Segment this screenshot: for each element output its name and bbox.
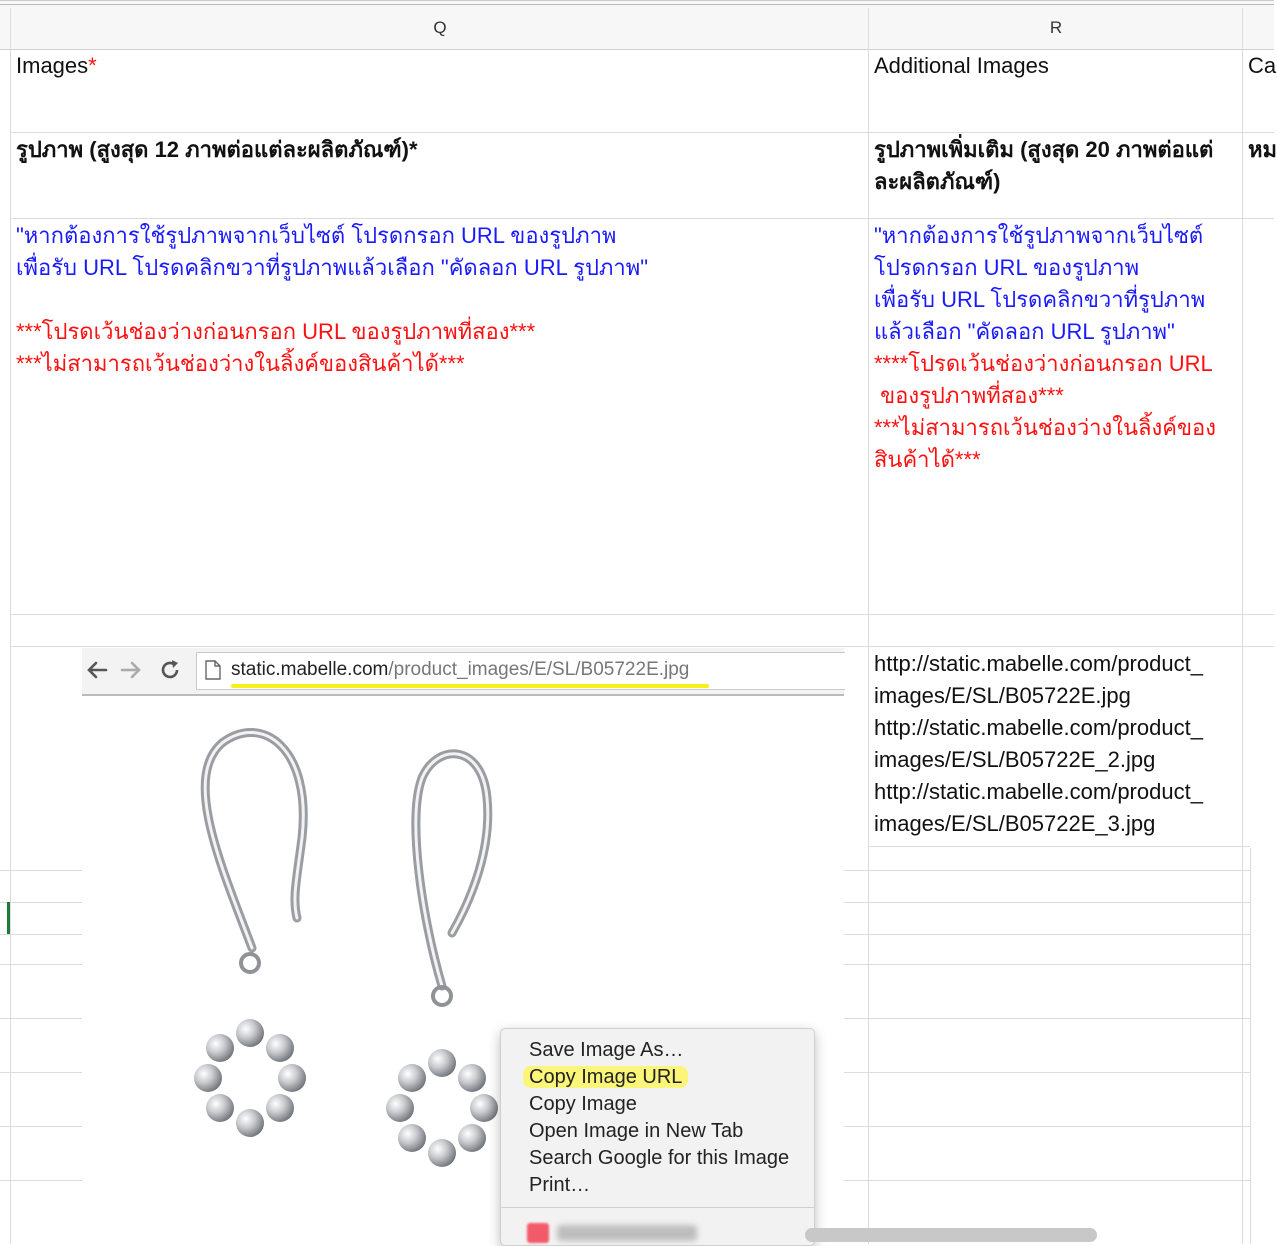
- url-line: http://static.mabelle.com/product_: [874, 715, 1203, 740]
- images-title: Images: [16, 53, 89, 78]
- browser-toolbar: [82, 648, 844, 696]
- cell-r-thai-title[interactable]: [874, 134, 1213, 198]
- top-border: [0, 4, 1274, 5]
- horizontal-scrollbar-thumb[interactable]: [805, 1228, 1097, 1242]
- instruction-line: แล้วเลือก "คัดลอก URL รูปภาพ": [874, 319, 1175, 344]
- instruction-line: เพื่อรับ URL โปรดคลิกขวาที่รูปภาพ: [874, 287, 1206, 312]
- cell-s-thai-partial[interactable]: หม: [1248, 137, 1277, 162]
- grid-hline: [844, 964, 1250, 965]
- grid-vline: [1250, 848, 1251, 1244]
- grid-hline: [0, 870, 82, 871]
- reload-icon[interactable]: [158, 658, 182, 682]
- warning-line: ****โปรดเว้นช่องว่างก่อนกรอก URL: [874, 351, 1213, 376]
- grid-hline: [0, 1180, 82, 1181]
- warning-line: ***โปรดเว้นช่องว่างก่อนกรอก URL ของรูปภาพที่สอง***: [16, 319, 536, 344]
- grid-hline: [10, 614, 1274, 615]
- forward-arrow-icon[interactable]: [120, 660, 142, 680]
- warning-line: ของรูปภาพที่สอง***: [874, 383, 1064, 408]
- address-bar[interactable]: [196, 652, 845, 690]
- url-line: http://static.mabelle.com/product_: [874, 779, 1203, 804]
- warning-line: ***ไม่สามารถเว้นช่องว่างในลิ้งค์ของสินค้าได้***: [16, 351, 465, 376]
- required-mark: *: [88, 53, 97, 78]
- grid-hline: [0, 934, 82, 935]
- grid-hline: [0, 1072, 82, 1073]
- extension-icon[interactable]: [527, 1223, 549, 1243]
- grid-hline: [844, 1018, 1250, 1019]
- url-line: images/E/SL/B05722E.jpg: [874, 683, 1131, 708]
- blurred-menu-item[interactable]: [557, 1225, 697, 1241]
- instruction-line: "หากต้องการใช้รูปภาพจากเว็บไซต์ โปรดกรอก URL ของรูปภาพ: [16, 223, 617, 248]
- menu-item-print[interactable]: Print…: [529, 1174, 591, 1196]
- grid-hline: [844, 902, 1250, 903]
- cell-r-header[interactable]: Additional Images: [874, 53, 1049, 78]
- warning-line: ***ไม่สามารถเว้นช่องว่างในลิ้งค์ของ: [874, 415, 1216, 440]
- url-underline-highlight: [231, 684, 709, 688]
- grid-hline: [844, 934, 1250, 935]
- url-line: images/E/SL/B05722E_2.jpg: [874, 747, 1156, 772]
- url-line: http://static.mabelle.com/product_: [874, 651, 1203, 676]
- url-path: /product_images/E/SL/B05722E.jpg: [388, 659, 690, 680]
- grid-hline: [868, 846, 1250, 847]
- thai-title-line: ละผลิตภัณฑ์): [874, 169, 1001, 194]
- cell-r-instructions[interactable]: [874, 220, 1216, 476]
- grid-hline: [0, 1018, 82, 1019]
- cell-q-header[interactable]: [16, 50, 97, 82]
- grid-hline: [844, 870, 1250, 871]
- grid-hline: [0, 1126, 82, 1127]
- cell-q-instructions[interactable]: [16, 220, 648, 380]
- menu-item-highlight: Copy Image URL: [523, 1066, 688, 1088]
- cell-r-example-urls[interactable]: [874, 648, 1203, 840]
- cell-q-thai-title[interactable]: รูปภาพ (สูงสุด 12 ภาพต่อแต่ละผลิตภัณฑ์)*: [16, 137, 418, 162]
- grid-vline: [1242, 8, 1243, 1244]
- grid-hline: [0, 964, 82, 965]
- url-domain: static.mabelle.com: [231, 659, 389, 680]
- menu-item-save-image-as[interactable]: Save Image As…: [529, 1039, 684, 1061]
- grid-vline: [868, 8, 869, 1244]
- menu-divider: [501, 1207, 814, 1208]
- warning-line: สินค้าได้***: [874, 447, 981, 472]
- grid-hline: [10, 132, 1274, 133]
- grid-hline: [844, 1126, 1250, 1127]
- grid-hline: [10, 218, 1274, 219]
- menu-item-copy-image-url[interactable]: [529, 1064, 688, 1090]
- grid-hline: [844, 1072, 1250, 1073]
- menu-item-copy-image[interactable]: Copy Image: [529, 1093, 637, 1115]
- grid-hline: [10, 646, 1274, 647]
- menu-item-open-image-new-tab[interactable]: Open Image in New Tab: [529, 1120, 744, 1142]
- grid-vline: [10, 8, 11, 1244]
- url-line: images/E/SL/B05722E_3.jpg: [874, 811, 1156, 836]
- instruction-line: โปรดกรอก URL ของรูปภาพ: [874, 255, 1140, 280]
- grid-hline: [844, 1180, 1250, 1181]
- instruction-line: เพื่อรับ URL โปรดคลิกขวาที่รูปภาพแล้วเลือก "คัดลอก URL รูปภาพ": [16, 255, 649, 280]
- back-arrow-icon[interactable]: [86, 660, 108, 680]
- context-menu: [500, 1028, 815, 1246]
- page-icon: [205, 660, 221, 680]
- menu-item-search-google-image[interactable]: Search Google for this Image: [529, 1147, 790, 1169]
- thai-title-line: รูปภาพเพิ่มเติม (สูงสุด 20 ภาพต่อแต่: [874, 137, 1214, 162]
- active-row-marker: [7, 902, 10, 934]
- column-header-q[interactable]: Q: [433, 18, 447, 37]
- column-header-r[interactable]: R: [1049, 18, 1063, 37]
- grid-hline: [0, 902, 82, 903]
- instruction-line: "หากต้องการใช้รูปภาพจากเว็บไซต์: [874, 223, 1204, 248]
- cell-s-header-partial[interactable]: Ca: [1248, 53, 1277, 78]
